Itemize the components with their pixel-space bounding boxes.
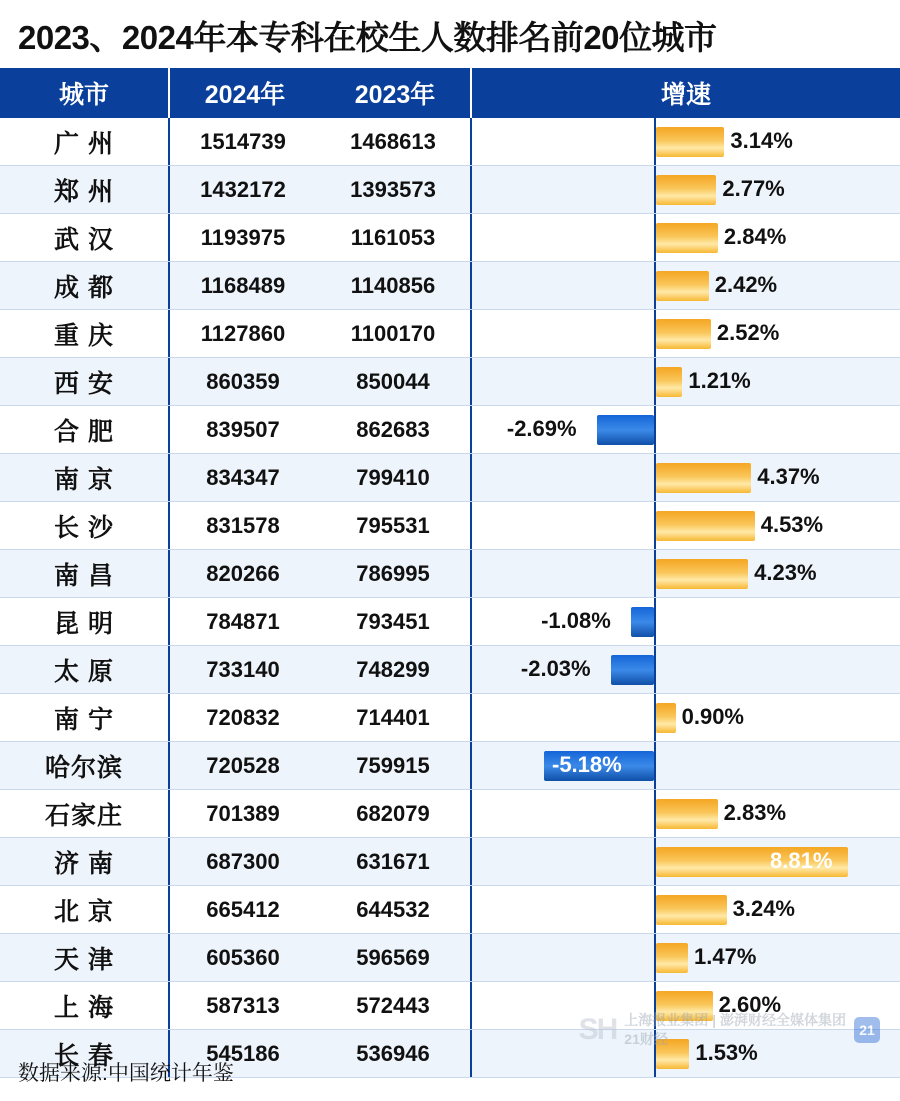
watermark-line-1: 上海报业集团 | 澎湃财经全媒体集团: [624, 1012, 846, 1029]
column-divider: [168, 934, 170, 981]
growth-bar-cell: [468, 742, 900, 789]
growth-value-label: 8.81%: [770, 848, 833, 873]
cell-2024: 587313: [206, 992, 280, 1018]
cell-city: 广 州: [54, 129, 114, 158]
table-row: [0, 550, 900, 598]
growth-value-label: 2.60%: [718, 992, 782, 1017]
source-note: 数据来源:中国统计年鉴: [18, 1062, 234, 1085]
growth-value-label: 2.52%: [716, 320, 780, 345]
cell-2023: 572443: [356, 992, 430, 1018]
cell-2023: 748299: [356, 656, 430, 682]
table-row: [0, 214, 900, 262]
zero-axis-line: [654, 598, 656, 645]
growth-bar-positive: [656, 463, 751, 493]
cell-city: 济 南: [54, 849, 114, 878]
growth-value-label: -2.69%: [506, 416, 577, 441]
growth-bar-positive: [656, 271, 709, 301]
growth-bar-cell: [468, 358, 900, 405]
growth-bar-positive: [656, 895, 727, 925]
growth-bar-positive: [656, 511, 755, 541]
cell-2023: 644532: [356, 896, 430, 922]
table-row: [0, 646, 900, 694]
cell-city: 武 汉: [54, 225, 114, 254]
table-row: [0, 358, 900, 406]
growth-bar-cell: [468, 838, 900, 885]
cell-city: 太 原: [54, 657, 114, 686]
cell-2023: 799410: [356, 464, 430, 490]
cell-2023: 596569: [356, 944, 430, 970]
growth-value-label: -2.03%: [520, 656, 591, 681]
cell-2023: 759915: [356, 752, 430, 778]
growth-bar-positive: [656, 367, 682, 397]
cell-2024: 1168489: [200, 272, 286, 298]
cell-2024: 839507: [206, 416, 280, 442]
cell-city: 南 宁: [54, 705, 114, 734]
cell-2024: 701389: [206, 800, 280, 826]
table-row: [0, 118, 900, 166]
cell-2023: 862683: [356, 416, 430, 442]
growth-value-label: 2.42%: [714, 272, 778, 297]
cell-city: 昆 明: [54, 609, 114, 638]
growth-value-label: 2.84%: [723, 224, 787, 249]
growth-bar-positive: [656, 319, 711, 349]
column-divider: [168, 454, 170, 501]
growth-value-label: 2.83%: [723, 800, 787, 825]
cell-2024: 1432172: [200, 176, 286, 202]
growth-bar-negative: [631, 607, 654, 637]
growth-bar-positive: [656, 703, 676, 733]
table-row: [0, 166, 900, 214]
column-divider: [168, 502, 170, 549]
cell-city: 合 肥: [54, 417, 114, 446]
cell-2024: 1514739: [200, 128, 286, 154]
cell-2023: 714401: [356, 704, 430, 730]
cell-city: 长 春: [54, 1041, 114, 1070]
cell-2024: 687300: [206, 848, 280, 874]
column-divider: [168, 214, 170, 261]
column-divider: [168, 262, 170, 309]
growth-value-label: 1.53%: [695, 1040, 758, 1065]
column-divider: [168, 790, 170, 837]
growth-bar-negative: [597, 415, 654, 445]
cell-2024: 784871: [206, 608, 280, 634]
cell-2023: 1100170: [350, 320, 436, 346]
cell-2023: 631671: [356, 848, 430, 874]
cell-city: 哈尔滨: [44, 753, 123, 782]
column-header-2023: 2023年: [354, 81, 436, 109]
cell-2024: 860359: [206, 368, 280, 394]
growth-bar-cell: [468, 1030, 900, 1077]
growth-value-label: 1.47%: [694, 944, 757, 969]
table-row: [0, 838, 900, 886]
watermark-logo: SH: [578, 1013, 617, 1047]
growth-bar-cell: [468, 214, 900, 261]
growth-bar-cell: [468, 502, 900, 549]
cell-city: 北 京: [54, 897, 114, 926]
table-row: [0, 886, 900, 934]
cell-city: 郑 州: [54, 177, 114, 206]
column-divider: [168, 598, 170, 645]
column-divider: [168, 166, 170, 213]
table-row: [0, 454, 900, 502]
data-table: [0, 68, 900, 1078]
table-row: [0, 406, 900, 454]
cell-city: 长 沙: [54, 513, 114, 542]
growth-value-label: -1.08%: [541, 608, 611, 633]
cell-2023: 795531: [356, 512, 430, 538]
growth-bar-cell: [468, 598, 900, 645]
growth-bar-cell: [468, 886, 900, 933]
column-divider: [168, 118, 170, 165]
column-divider: [168, 742, 170, 789]
cell-2024: 733140: [206, 656, 280, 682]
table-body: [0, 118, 900, 1078]
column-divider: [168, 838, 170, 885]
watermark-badge: 21: [854, 1017, 880, 1043]
growth-bar-cell: [468, 550, 900, 597]
cell-2023: 1468613: [350, 128, 436, 154]
growth-bar-cell: [468, 982, 900, 1029]
column-divider: [168, 310, 170, 357]
zero-axis-line: [654, 742, 656, 789]
table-row: [0, 934, 900, 982]
column-divider: [168, 982, 170, 1029]
cell-city: 南 京: [54, 465, 114, 494]
growth-bar-cell: [468, 262, 900, 309]
column-divider: [168, 406, 170, 453]
cell-city: 成 都: [54, 273, 114, 302]
growth-value-label: 4.23%: [754, 560, 817, 585]
column-header-city: 城市: [58, 81, 109, 109]
page-title: 2023、2024年本专科在校生人数排名前20位城市: [18, 19, 717, 56]
cell-city: 上 海: [54, 993, 114, 1022]
cell-2023: 1140856: [350, 272, 436, 298]
cell-2023: 1393573: [350, 176, 436, 202]
table-row: [0, 598, 900, 646]
cell-2024: 665412: [206, 896, 280, 922]
cell-2024: 1127860: [200, 320, 286, 346]
growth-bar-negative: [611, 655, 654, 685]
growth-bar-positive: [656, 127, 724, 157]
column-divider: [168, 886, 170, 933]
growth-bar-cell: [468, 694, 900, 741]
cell-2024: 720832: [206, 704, 280, 730]
growth-bar-cell: [468, 118, 900, 165]
cell-2024: 831578: [206, 512, 280, 538]
cell-2024: 605360: [206, 944, 280, 970]
watermark-line-2: 21财经: [624, 1031, 668, 1048]
growth-value-label: 0.90%: [681, 704, 744, 729]
zero-axis-line: [654, 406, 656, 453]
growth-bar-cell: [468, 934, 900, 981]
growth-bar-cell: [468, 310, 900, 357]
growth-bar-cell: [468, 166, 900, 213]
cell-2023: 793451: [356, 608, 430, 634]
table-row: [0, 694, 900, 742]
column-divider: [168, 358, 170, 405]
growth-bar-cell: [468, 790, 900, 837]
cell-2024: 820266: [206, 560, 280, 586]
cell-city: 西 安: [54, 369, 114, 398]
table-row: [0, 790, 900, 838]
growth-bar-positive: [656, 943, 688, 973]
cell-2024: 545186: [206, 1040, 280, 1066]
cell-2023: 786995: [356, 560, 430, 586]
zero-axis-line: [654, 646, 656, 693]
growth-value-label: -5.18%: [552, 752, 622, 777]
table-row: [0, 502, 900, 550]
cell-2023: 850044: [356, 368, 430, 394]
growth-value-label: 1.21%: [688, 368, 751, 393]
cell-city: 重 庆: [54, 321, 114, 350]
growth-value-label: 4.53%: [760, 512, 824, 537]
table-row: [0, 982, 900, 1030]
growth-bar-positive: [656, 799, 718, 829]
growth-bar-cell: [468, 454, 900, 501]
cell-city: 石家庄: [44, 801, 123, 830]
column-header-growth: 增速: [660, 81, 711, 109]
growth-bar-positive: [656, 1039, 689, 1069]
table-row: [0, 742, 900, 790]
growth-value-label: 3.14%: [730, 128, 793, 153]
growth-bar-positive: [656, 223, 718, 253]
table-row: [0, 262, 900, 310]
growth-value-label: 4.37%: [757, 464, 820, 489]
growth-bar-cell: [468, 646, 900, 693]
cell-2023: 1161053: [350, 224, 436, 250]
table-header-row: [0, 68, 900, 118]
table-row: [0, 310, 900, 358]
cell-2024: 720528: [206, 752, 280, 778]
growth-bar-positive: [656, 175, 716, 205]
growth-bar-positive: [656, 991, 713, 1021]
cell-2024: 1193975: [200, 224, 286, 250]
cell-city: 天 津: [54, 945, 114, 974]
column-divider: [168, 694, 170, 741]
growth-bar-cell: [468, 406, 900, 453]
cell-2023: 536946: [356, 1040, 430, 1066]
column-divider: [168, 646, 170, 693]
growth-value-label: 2.77%: [722, 176, 785, 201]
cell-city: 南 昌: [54, 561, 114, 590]
cell-2024: 834347: [206, 464, 280, 490]
growth-bar-positive: [656, 559, 748, 589]
cell-2023: 682079: [356, 800, 430, 826]
column-header-2024: 2024年: [204, 81, 286, 109]
column-divider: [168, 550, 170, 597]
growth-value-label: 3.24%: [732, 896, 795, 921]
